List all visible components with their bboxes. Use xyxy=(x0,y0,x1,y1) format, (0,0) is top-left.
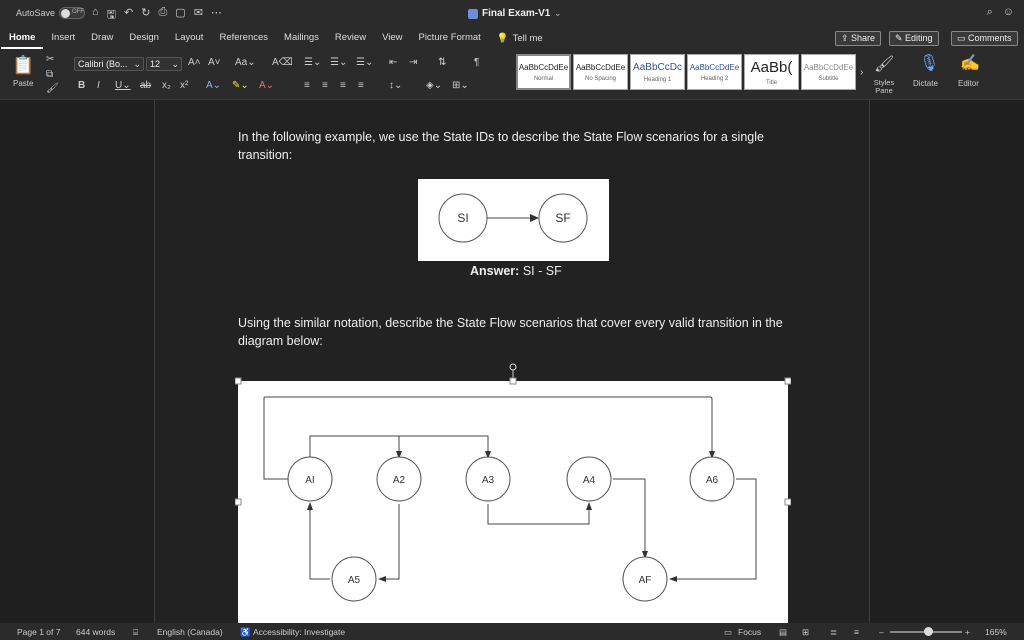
strikethrough-icon[interactable]: ab xyxy=(140,80,152,91)
language[interactable]: English (Canada) xyxy=(157,627,223,637)
align-right-icon[interactable]: ≡ xyxy=(340,80,346,91)
numbering-icon[interactable]: ☰⌄ xyxy=(330,57,348,68)
resize-handle xyxy=(235,499,241,505)
document-page[interactable] xyxy=(154,100,870,623)
autosave-control[interactable] xyxy=(16,7,85,19)
share-label: Share xyxy=(851,33,876,43)
ribbon-home xyxy=(0,49,1024,100)
shading-icon[interactable]: ◈⌄ xyxy=(426,80,443,91)
increase-indent-icon[interactable]: ⇥ xyxy=(409,57,418,68)
share-button[interactable]: ⇪ Share xyxy=(835,31,881,46)
comments-label: Comments xyxy=(968,33,1012,43)
font-size-value: 12 xyxy=(150,59,161,69)
state-flow-diagram[interactable] xyxy=(235,362,791,623)
style-title[interactable] xyxy=(744,54,799,90)
state-label: SF xyxy=(555,211,571,225)
zoom-out-icon[interactable]: – xyxy=(879,627,884,637)
tab-picture-format[interactable]: Picture Format xyxy=(418,32,481,43)
editor-label: Editor xyxy=(958,79,979,88)
autosave-label: AutoSave xyxy=(16,8,56,18)
align-left-icon[interactable]: ≡ xyxy=(304,80,310,91)
outline-view-icon[interactable]: ≣ xyxy=(830,627,838,637)
font-color-icon[interactable]: A⌄ xyxy=(259,80,275,91)
zoom-slider-thumb[interactable] xyxy=(924,627,933,636)
paste-label: Paste xyxy=(13,79,34,88)
paragraph-2[interactable]: Using the similar notation, describe the State Flow scenarios that cover every valid transition in the diagram below: xyxy=(238,316,783,348)
font-name-select[interactable]: Calibri (Bo... ⌄ xyxy=(74,57,144,71)
account-icon[interactable]: ☺ xyxy=(1002,6,1014,18)
style-sample: AaBbCcDdEe xyxy=(689,62,740,72)
style-name: Title xyxy=(765,79,778,86)
bullets-icon[interactable]: ☰⌄ xyxy=(304,57,322,68)
sort-icon[interactable]: ⇅ xyxy=(438,57,447,68)
editing-button[interactable]: ✎ Editing xyxy=(889,31,939,46)
line-spacing-icon[interactable]: ↕⌄ xyxy=(389,80,403,91)
dictate-label: Dictate xyxy=(913,79,938,88)
styles-expand-icon[interactable]: › xyxy=(860,67,864,78)
tab-view[interactable]: View xyxy=(382,32,403,43)
style-subtitle[interactable] xyxy=(801,54,856,90)
multilevel-list-icon[interactable]: ☰⌄ xyxy=(356,57,374,68)
state-label: A2 xyxy=(392,475,406,486)
more-icon[interactable]: ⋯ xyxy=(210,7,222,19)
status-bar xyxy=(0,623,1024,640)
font-size-select[interactable]: 12 ⌄ xyxy=(146,57,182,71)
superscript-icon[interactable]: x² xyxy=(180,80,189,91)
borders-icon[interactable]: ⊞⌄ xyxy=(452,80,469,91)
show-marks-icon[interactable]: ¶ xyxy=(474,57,480,68)
bold-icon[interactable]: B xyxy=(78,80,86,91)
proofing-icon[interactable]: ⌸ xyxy=(133,627,139,637)
style-name: Subtitle xyxy=(818,75,839,82)
answer-value: SI - SF xyxy=(522,264,562,278)
autosave-toggle[interactable] xyxy=(59,7,85,19)
state-label: A3 xyxy=(481,475,495,486)
accessibility-icon[interactable]: ♿ xyxy=(240,627,251,637)
answer-label: Answer: xyxy=(470,264,520,278)
web-layout-icon[interactable]: ⊞ xyxy=(802,627,810,637)
format-painter-icon[interactable]: 🖌 xyxy=(46,83,59,94)
style-name: Heading 1 xyxy=(643,76,672,83)
tab-review[interactable]: Review xyxy=(334,32,367,43)
style-no-spacing[interactable] xyxy=(573,54,628,90)
comments-button[interactable]: ▭ Comments xyxy=(951,31,1018,46)
resize-handle xyxy=(785,499,791,505)
italic-icon[interactable]: I xyxy=(97,80,100,91)
state-label: A5 xyxy=(347,575,361,586)
decrease-indent-icon[interactable]: ⇤ xyxy=(389,57,398,68)
tab-mailings[interactable]: Mailings xyxy=(284,32,319,43)
style-sample: AaBb( xyxy=(750,58,793,76)
zoom-level[interactable]: 165% xyxy=(985,627,1007,637)
editing-label: Editing xyxy=(905,33,933,43)
rotate-handle xyxy=(510,364,516,370)
state-label: A6 xyxy=(705,475,719,486)
align-center-icon[interactable]: ≡ xyxy=(322,80,328,91)
redo-icon[interactable]: ↻ xyxy=(141,7,151,19)
autosave-state: OFF xyxy=(72,9,85,15)
state-label: AI xyxy=(305,475,315,486)
style-heading-2[interactable] xyxy=(687,54,742,90)
paste-icon[interactable]: 📋 xyxy=(12,55,35,75)
style-normal[interactable] xyxy=(516,54,571,90)
page-count[interactable]: Page 1 of 7 xyxy=(17,627,61,637)
editor-icon[interactable]: ✍ xyxy=(960,55,980,72)
change-case-icon[interactable]: Aa⌄ xyxy=(235,57,256,68)
style-sample: AaBbCcDdEe xyxy=(518,62,569,72)
styles-pane-icon[interactable]: 🖌 xyxy=(874,56,895,73)
tab-draw[interactable]: Draw xyxy=(91,32,114,43)
style-heading-1[interactable] xyxy=(630,54,685,90)
chevron-down-icon: ⌄ xyxy=(554,9,562,18)
undo-icon[interactable]: ↶ xyxy=(124,7,134,19)
resize-handle xyxy=(785,378,791,384)
styles-pane-label: Styles Pane xyxy=(873,78,895,95)
microphone-icon[interactable]: 🎙 xyxy=(919,55,940,72)
document-area[interactable] xyxy=(0,100,1024,623)
tab-layout[interactable]: Layout xyxy=(174,32,204,43)
search-icon[interactable]: ⌕ xyxy=(986,6,993,18)
grow-font-icon[interactable]: A˄ xyxy=(188,57,201,68)
highlight-icon[interactable]: ✎⌄ xyxy=(232,80,249,91)
word-count[interactable]: 644 words xyxy=(76,627,116,637)
accessibility-status[interactable]: Accessibility: Investigate xyxy=(253,627,346,637)
underline-icon[interactable]: U⌄ xyxy=(115,80,131,91)
tab-design[interactable]: Design xyxy=(129,32,159,43)
font-name-value: Calibri (Bo... xyxy=(78,59,128,69)
print-icon[interactable]: ⎙ xyxy=(158,6,168,18)
mail-icon[interactable]: ✉ xyxy=(193,7,203,19)
answer-line xyxy=(470,262,670,280)
zoom-in-icon[interactable]: + xyxy=(965,627,970,637)
style-name: No Spacing xyxy=(584,75,617,82)
quick-access-toolbar xyxy=(92,6,222,25)
style-sample: AaBbCcDdEe xyxy=(575,62,626,72)
style-name: Heading 2 xyxy=(700,75,729,82)
focus-icon[interactable]: ▭ xyxy=(724,627,733,637)
tell-me-search[interactable] xyxy=(489,28,551,49)
home-icon[interactable]: ⌂ xyxy=(92,6,99,18)
draft-view-icon[interactable]: ≡ xyxy=(854,627,859,637)
tab-home[interactable]: Home xyxy=(1,28,43,49)
text-effects-icon[interactable]: A⌄ xyxy=(206,80,222,91)
state-label: A4 xyxy=(582,475,596,486)
shrink-font-icon[interactable]: A˅ xyxy=(208,57,221,68)
document-title-text: Final Exam-V1 xyxy=(482,8,551,19)
new-doc-icon[interactable]: ▢ xyxy=(175,7,186,19)
clear-format-icon[interactable]: A⌫ xyxy=(272,57,293,68)
state-label: SI xyxy=(457,211,469,225)
paragraph-1[interactable]: In the following example, we use the State IDs to describe the State Flow scenarios for a single transition: xyxy=(238,130,764,162)
cut-icon[interactable]: ✂ xyxy=(46,54,55,65)
print-layout-icon[interactable]: ▤ xyxy=(779,627,788,637)
word-doc-icon xyxy=(468,9,478,19)
justify-icon[interactable]: ≡ xyxy=(358,80,364,91)
lightbulb-icon: 💡 xyxy=(496,33,509,44)
tab-references[interactable]: References xyxy=(219,32,269,43)
title-bar xyxy=(0,0,1024,28)
example-diagram[interactable] xyxy=(418,179,609,261)
save-icon[interactable]: 🖫 xyxy=(106,9,117,21)
resize-handle xyxy=(510,378,516,384)
focus-label[interactable]: Focus xyxy=(738,627,762,637)
style-sample: AaBbCcDdEe xyxy=(803,62,854,72)
subscript-icon[interactable]: x₂ xyxy=(162,80,171,91)
document-title[interactable] xyxy=(468,8,561,19)
titlebar-right-icons xyxy=(987,6,1014,19)
resize-handle xyxy=(235,378,241,384)
tell-me-label: Tell me xyxy=(512,33,543,44)
copy-icon[interactable]: ⧉ xyxy=(46,69,54,80)
tab-insert[interactable]: Insert xyxy=(51,32,76,43)
style-sample: AaBbCcDc xyxy=(633,61,682,73)
state-label: AF xyxy=(638,575,652,586)
style-name: Normal xyxy=(533,75,554,82)
styles-gallery xyxy=(516,54,856,91)
